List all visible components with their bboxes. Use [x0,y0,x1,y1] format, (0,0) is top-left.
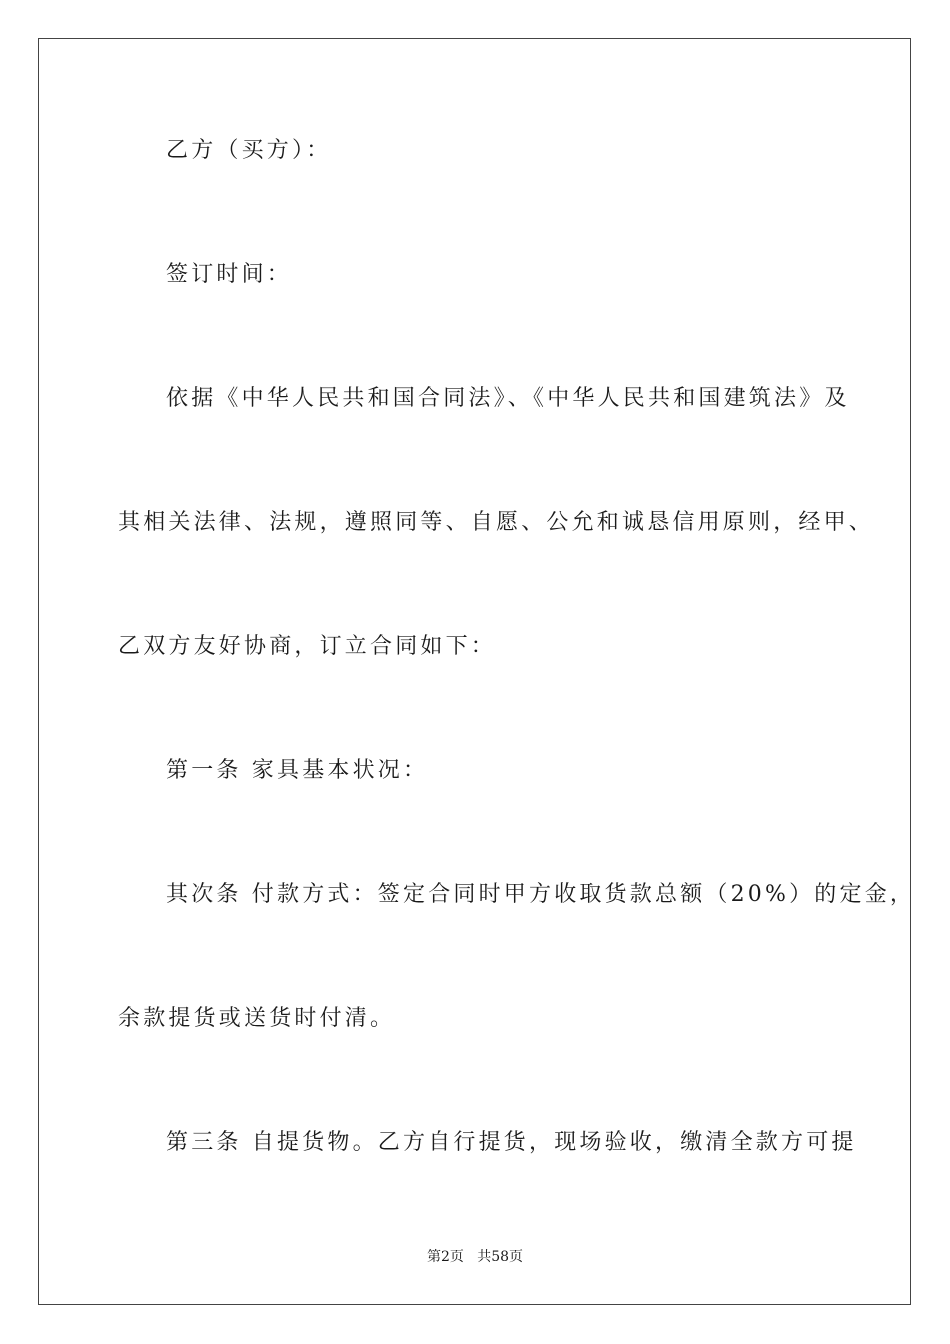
signing-date-line: 签订时间： [166,262,293,287]
legal-basis-line-1: 依据《中华人民共和国合同法》、《中华人民共和国建筑法》及 [166,386,850,411]
article-two-line-1: 其次条 付款方式：签定合同时甲方收取货款总额（20%）的定金， [166,882,916,907]
page-border [38,38,911,1305]
buyer-line: 乙方（买方）： [166,138,332,163]
legal-basis-line-3: 乙双方友好协商，订立合同如下： [118,634,497,659]
article-one-line: 第一条 家具基本状况： [166,758,429,783]
article-three-line: 第三条 自提货物。乙方自行提货，现场验收，缴清全款方可提 [166,1130,857,1155]
legal-basis-line-2: 其相关法律、法规，遵照同等、自愿、公允和诚恳信用原则，经甲、 [118,510,875,535]
article-two-line-2: 余款提货或送货时付清。 [118,1006,396,1031]
page-number-footer: 第2页 共58页 [426,1249,524,1265]
